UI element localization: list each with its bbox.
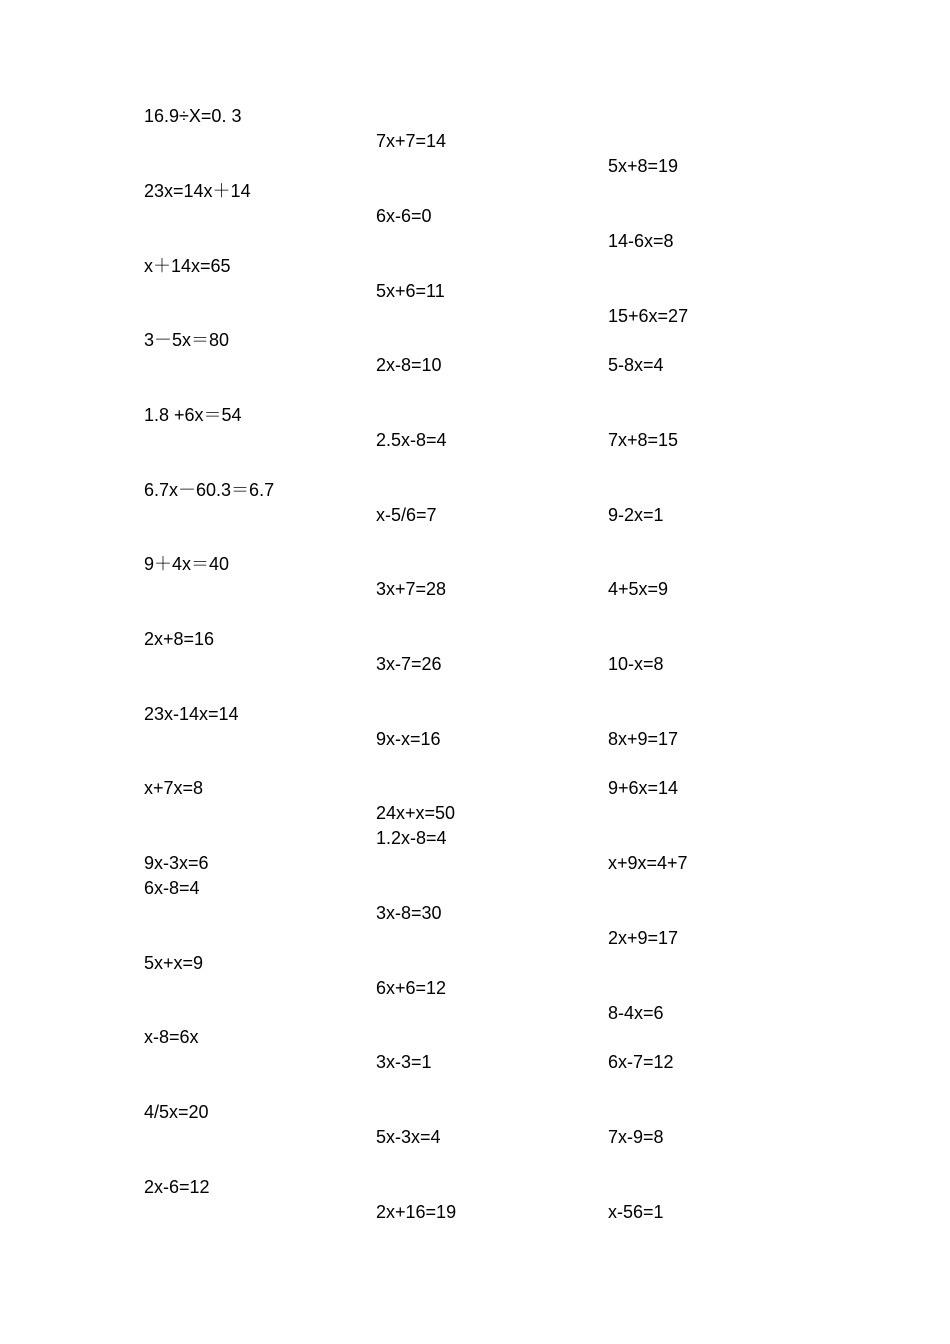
equation-b06: x-5/6=7 (376, 505, 437, 525)
equation-b03: 5x+6=11 (376, 281, 445, 301)
equation-a15: 4/5x=20 (144, 1102, 209, 1122)
equation-c11: x+9x=4+7 (608, 853, 688, 873)
equation-c14: 6x-7=12 (608, 1052, 674, 1072)
equation-c02: 14-6x=8 (608, 231, 674, 251)
equation-b12: 3x-8=30 (376, 903, 442, 923)
equation-a09: 23x-14x=14 (144, 704, 239, 724)
equation-c05: 7x+8=15 (608, 430, 679, 450)
equation-c04: 5-8x=4 (608, 355, 664, 375)
equation-c01: 5x+8=19 (608, 156, 679, 176)
equation-b13: 6x+6=12 (376, 978, 447, 998)
equation-b07: 3x+7=28 (376, 579, 447, 599)
equation-a03: x＋14x=65 (144, 256, 231, 276)
equation-b16: 2x+16=19 (376, 1202, 457, 1222)
equation-c10: 9+6x=14 (608, 778, 679, 798)
equation-a14: x-8=6x (144, 1027, 199, 1047)
equation-b11: 1.2x-8=4 (376, 828, 447, 848)
equation-c12: 2x+9=17 (608, 928, 679, 948)
equation-c09: 8x+9=17 (608, 729, 679, 749)
equation-b05: 2.5x-8=4 (376, 430, 447, 450)
equation-c15: 7x-9=8 (608, 1127, 664, 1147)
equation-b10: 24x+x=50 (376, 803, 456, 823)
equation-b04: 2x-8=10 (376, 355, 442, 375)
equation-a07: 9＋4x＝40 (144, 554, 230, 574)
equation-c07: 4+5x=9 (608, 579, 669, 599)
equation-a13: 5x+x=9 (144, 953, 204, 973)
equation-a05: 1.8 +6x＝54 (144, 405, 242, 425)
equation-c08: 10-x=8 (608, 654, 664, 674)
equation-a08: 2x+8=16 (144, 629, 215, 649)
equation-c16: x-56=1 (608, 1202, 664, 1222)
equation-b01: 7x+7=14 (376, 131, 447, 151)
equation-a12: 6x-8=4 (144, 878, 200, 898)
equation-a11: 9x-3x=6 (144, 853, 209, 873)
equation-a06: 6.7x－60.3＝6.7 (144, 480, 275, 500)
equation-b09: 9x-x=16 (376, 729, 441, 749)
equation-c06: 9-2x=1 (608, 505, 664, 525)
equation-b15: 5x-3x=4 (376, 1127, 441, 1147)
equation-c13: 8-4x=6 (608, 1003, 664, 1023)
equation-c03: 15+6x=27 (608, 306, 689, 326)
equation-a01: 16.9÷X=0. 3 (144, 106, 242, 126)
equation-b02: 6x-6=0 (376, 206, 432, 226)
equation-b08: 3x-7=26 (376, 654, 442, 674)
equation-a10: x+7x=8 (144, 778, 204, 798)
equation-a04: 3－5x＝80 (144, 330, 230, 350)
equation-a02: 23x=14x＋14 (144, 181, 251, 201)
equation-b14: 3x-3=1 (376, 1052, 432, 1072)
equation-a16: 2x-6=12 (144, 1177, 210, 1197)
